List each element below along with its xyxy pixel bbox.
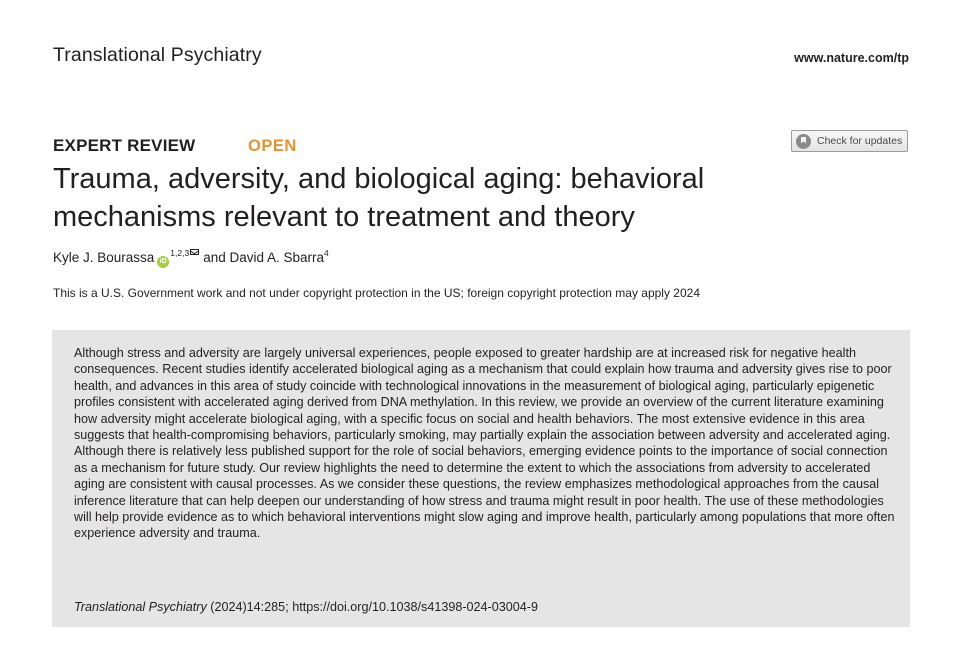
orcid-icon[interactable]: iD — [157, 256, 169, 268]
author-conjunction: and — [203, 250, 226, 265]
citation-line — [74, 600, 538, 614]
check-for-updates-label: Check for updates — [817, 135, 903, 147]
bookmark-icon — [796, 134, 811, 149]
citation-details: (2024)14:285 — [210, 600, 286, 614]
open-access-badge: OPEN — [248, 137, 297, 155]
abstract-box — [52, 330, 910, 627]
author-affiliation-numbers: 4 — [324, 248, 329, 258]
author-affiliation-numbers: 1,2,3 — [170, 248, 190, 258]
author-name[interactable]: David A. Sbarra — [229, 250, 325, 265]
citation-journal: Translational Psychiatry — [74, 600, 207, 614]
mail-icon[interactable] — [190, 249, 199, 255]
check-for-updates-button[interactable] — [791, 130, 908, 152]
citation-separator: ; — [285, 600, 289, 614]
abstract-text: Although stress and adversity are largely universal experiences, people exposed to greater hardship are at increased risk for negative health consequences. Recent studies identify accelerated biological aging as a mechanism that could explain how trauma and adversity gives rise to poor health, and advances in this area of study coincide with technological innovations in the measurement of biological aging, particularly epigenetic profiles consistent with accelerated aging derived from DNA methylation. In this review, we provide an overview of the current literature examining how adversity might accelerate biological aging, with a specific focus on social and health behaviors. The most extensive evidence in this area suggests that health-compromising behaviors, particularly smoking, may partially explain the association between adversity and accelerated aging. Although there is relatively less published support for the role of social behaviors, emerging evidence points to the importance of social connection as a mechanism for future study. Our review highlights the need to determine the extent to which the associations from adversity to accelerated aging are consistent with causal processes. As we consider these questions, the review emphasizes methodological approaches from the causal inference literature that can help deepen our understanding of how stress and trauma might result in poor health. The use of these methodologies will help provide evidence as to which behavioral interventions might slow aging and improve health, particularly among populations that more often experience adversity and trauma. — [74, 346, 895, 541]
doi-link[interactable]: https://doi.org/10.1038/s41398-024-03004-9 — [292, 600, 538, 614]
journal-url-link[interactable]: www.nature.com/tp — [794, 51, 909, 65]
author-list — [53, 250, 329, 267]
article-type-label: EXPERT REVIEW — [53, 136, 196, 155]
article-title: Trauma, adversity, and biological aging: behavioral mechanisms relevant to treatment and theory — [53, 163, 705, 233]
copyright-notice: This is a U.S. Government work and not under copyright protection in the US; foreign copyright protection may apply 2024 — [53, 286, 701, 300]
journal-name: Translational Psychiatry — [53, 44, 262, 66]
author-name[interactable]: Kyle J. Bourassa — [53, 250, 155, 265]
